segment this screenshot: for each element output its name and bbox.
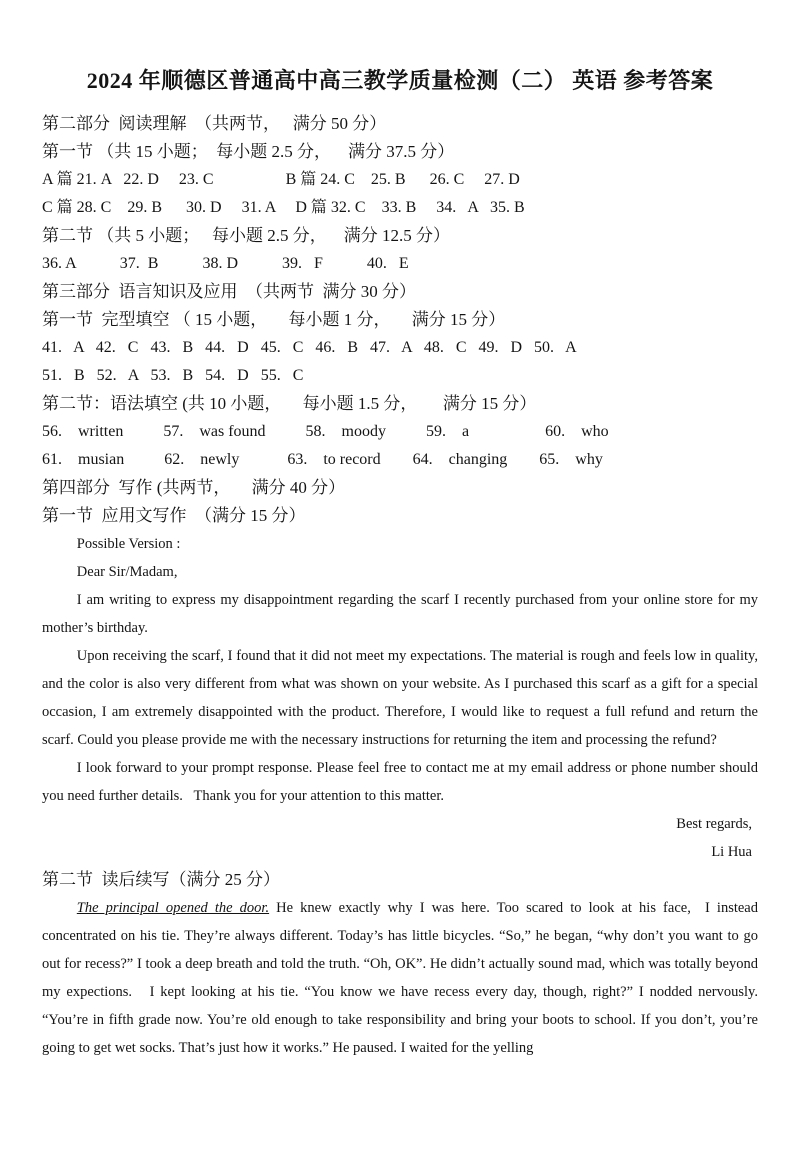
grammar-fill-answers-row-1: 56. written 57. was found 58. moody 59. a 60. who xyxy=(42,423,609,440)
story-opening-sentence: The principal opened the door. xyxy=(76,900,270,916)
part2-heading: 第二部分 阅读理解 （共两节， 满分 50 分） xyxy=(42,114,387,133)
reading-answers-row-ab: A 篇 21. A 22. D 23. C B 篇 24. C 25. B 26. C 27. D xyxy=(42,171,520,188)
letter-salutation: Dear Sir/Madam, xyxy=(76,564,178,580)
part3-heading: 第三部分 语言知识及应用 （共两节 满分 30 分） xyxy=(42,282,416,301)
part4-section1-heading: 第一节 应用文写作 （满分 15 分） xyxy=(42,506,306,525)
seven-choose-five-answers-row: 36. A 37. B 38. D 39. F 40. E xyxy=(42,255,409,272)
part2-section1-heading: 第一节 （共 15 小题； 每小题 2.5 分， 满分 37.5 分） xyxy=(42,142,455,161)
cloze-answers-row-1: 41. A 42. C 43. B 44. D 45. C 46. B 47. A 48. C 49. D 50. A xyxy=(42,339,577,356)
reading-answers-row-cd: C 篇 28. C 29. B 30. D 31. A D 篇 32. C 33. B 34. A 35. B xyxy=(42,199,525,216)
story-continuation-paragraph xyxy=(42,894,758,1062)
letter-paragraph-2: Upon receiving the scarf, I found that it did not meet my expectations. The material is rough and feels low in quality, and the color is also very different from what was shown on your website. As I purchased this scarf as a gift for a special occasion, I am extremely disappointed with the product. Therefore, I would like to request a full refund and return the scarf. Could you please provide me with the necessary instructions for returning the item and processing the refund? xyxy=(42,648,758,748)
letter-paragraph-1: I am writing to express my disappointment regarding the scarf I recently purchased from your online store for my mother’s birthday. xyxy=(42,592,758,636)
cloze-answers-row-2: 51. B 52. A 53. B 54. D 55. C xyxy=(42,367,304,384)
part3-section1-heading: 第一节 完型填空 （ 15 小题， 每小题 1 分， 满分 15 分） xyxy=(42,310,506,329)
letter-closing: Best regards, xyxy=(676,816,752,832)
part4-section2-heading: 第二节 读后续写（满分 25 分） xyxy=(42,870,280,889)
grammar-fill-answers-row-2: 61. musian 62. newly 63. to record 64. changing 65. why xyxy=(42,451,603,468)
part4-heading: 第四部分 写作 (共两节， 满分 40 分） xyxy=(42,478,346,497)
part3-section2-heading: 第二节：语法填空 (共 10 小题， 每小题 1.5 分， 满分 15 分） xyxy=(42,394,537,413)
letter-signature: Li Hua xyxy=(711,844,752,860)
part2-section2-heading: 第二节 （共 5 小题； 每小题 2.5 分， 满分 12.5 分） xyxy=(42,226,450,245)
possible-version-label: Possible Version : xyxy=(76,536,181,552)
story-continuation-text: He knew exactly why I was here. Too scared to look at his face, I instead concentrated on his tie. They’re always different. Today’s has little bicycles. “So,” he began, “why don’t you want to go out for recess?” I took a deep breath and told the truth. “Oh, OK”. He didn’t actually sound mad, which was totally beyond my expections. I kept looking at his tie. “You know we have recess every day, though, right?” I nodded nervously. “You’re in fifth grade now. You’re old enough to take responsibility and bring your boots to school. If you don’t, you’re going to get wet socks. That’s just how it works.” He paused. I waited for the yelling xyxy=(42,900,758,1056)
letter-paragraph-3: I look forward to your prompt response. Please feel free to contact me at my email address or phone number should you need further details. Thank you for your attention to this matter. xyxy=(42,760,758,804)
document-title: 2024 年顺德区普通高中高三教学质量检测（二） 英语 参考答案 xyxy=(86,68,714,93)
